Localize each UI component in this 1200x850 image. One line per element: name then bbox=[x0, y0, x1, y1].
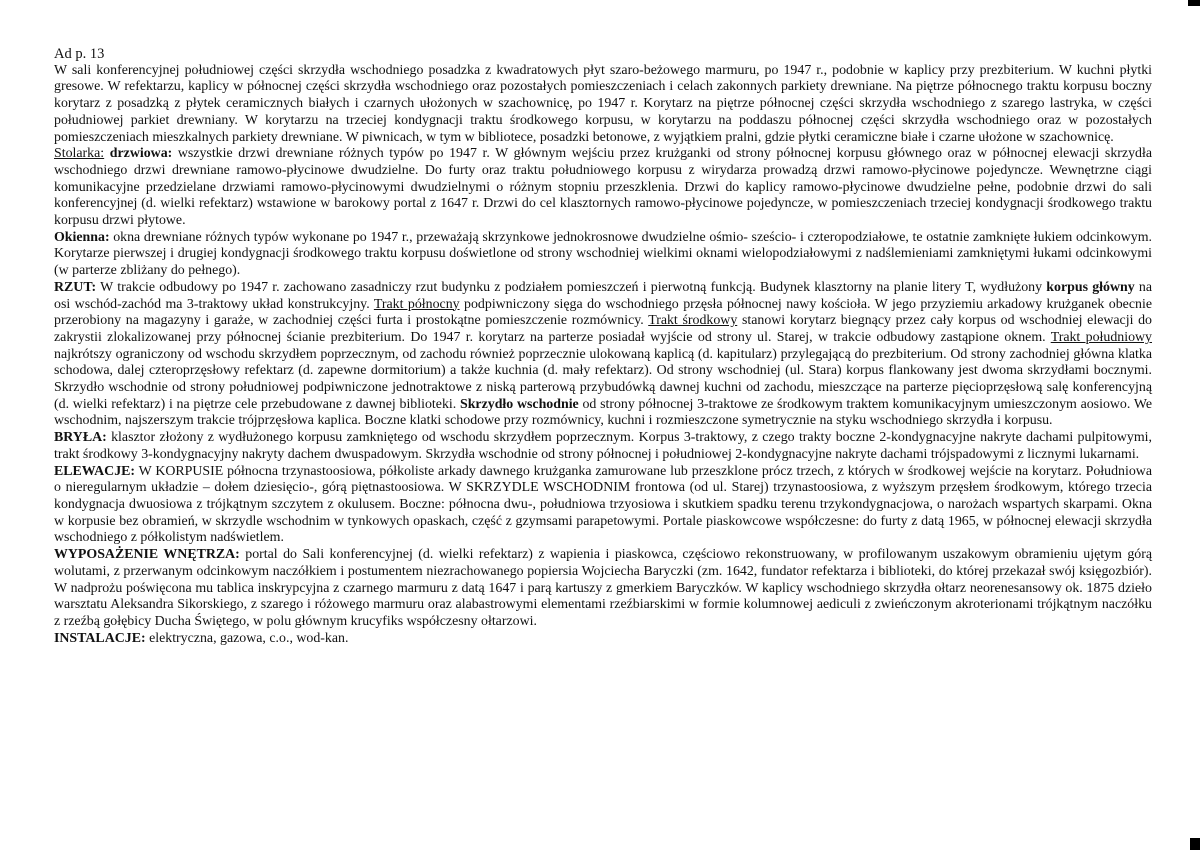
paragraph-text: stanowi korytarz biegnący przez cały korpus od wschodniej elewacji do zakrystii zlokalizowanej przy północnej ścianie prezbiterium. Do 1947 r. korytarz na parterze posiadał wyjście od strony ul. Starej, w trakcie odbudowy zastąpione oknem. bbox=[54, 313, 1153, 345]
underlined-label: Trakt północny bbox=[373, 296, 460, 312]
scan-corner-mark bbox=[1190, 838, 1200, 850]
section-label: RZUT: bbox=[54, 279, 97, 295]
section-label: Skrzydło wschodnie bbox=[459, 396, 579, 412]
paragraph-text: W trakcie odbudowy po 1947 r. zachowano zasadniczy rzut budynku z podziałem pomieszczeń i pierwotną funkcją. Budynek klasztorny na planie litery T, wydłużony bbox=[96, 279, 1047, 295]
paragraph-text: na osi wschód-zachód ma 3-traktowy układ konstrukcyjny. bbox=[54, 279, 1152, 312]
paragraph-okienna bbox=[54, 230, 1152, 280]
paragraph-text: W KORPUSIE północna trzynastoosiowa, półkoliste arkady dawnego krużganka zamurowane lub przeszklone prócz trzech, z których w środkowej wejście na korytarz. Południowa o nieregularnym układzie – dołem dziesięcio-, górą piętnastoosiowa. W SKRZYDLE WSCHODNIM frontowa (od ul. Starej) trzynastoosiowa, z wyższym przęsłem środkowym, którego trzecia kondygnacja dwuosiowa z trójkątnym szczytem z okulusem. Boczne: północna dwu-, południowa trzyosiowa i skutkiem spadku terenu trzykondygnacjowa, o narożach wspartych skarpami. Okna w korpusie bez obramień, w skrzydle wschodnim w tynkowych opaskach, część z gzymsami parapetowymi. Portale piaskowcowe współczesne: do furty z datą 1965, w północnej elewacji skrzydła wschodniego z półkolistym nadświetlem. bbox=[54, 463, 1152, 546]
section-label: WYPOSAŻENIE WNĘTRZA: bbox=[54, 547, 240, 563]
document-body bbox=[54, 46, 1152, 647]
paragraph-text: okna drewniane różnych typów wykonane po 1947 r., przeważają skrzynkowe jednokrosnowe dwudzielne ośmio- sześcio- i czteropodziałowe, te ostatnie zamknięte łukiem odcinkowym. Korytarze pierwszej i drugiej kondygnacji środkowego traktu korpusu doświetlone od strony wschodniej wielkimi oknami wielopodziałowymi z nadślemieniami zamkniętymi łukami odcinkowymi (w parterze zbliżany do pełnego). bbox=[54, 229, 1152, 279]
section-label: korpus główny bbox=[1046, 279, 1135, 295]
paragraph-text: podpiwniczony sięga do wschodniego przęsła północnej nawy kościoła. W jego przyziemiu arkadowy krużganek obecnie przerobiony na magazyny i garaże, w zachodniej części furta i prostokątne pomieszczenie rozmównicy. bbox=[54, 296, 1152, 329]
section-label: drzwiowa: bbox=[109, 146, 173, 162]
paragraph-text: najkrótszy ograniczony od wschodu skrzydłem poprzecznym, od zachodu również poprzecznie ulokowaną kaplicą (d. kapitularz) przylegającą do prezbiterium. Od strony zachodniej główna klatka schodowa, dalej czteroprzęsłowy refektarz (d. zapewne dormitorium) a także kuchnia (d. mały refektarz). Od strony wschodniej (ul. Stara) korpus flankowany jest dwoma skrzydłami bocznymi. Skrzydło wschodnie od strony południowej podpiwniczone jednotraktowe z niską parterową przybudówką dawnej kuchni od zachodu, mieszczące na parterze pięcioprzęsłową salę konferencyjną (d. wielki refektarz) i na piętrze cele przebudowane z dawnej biblioteki. bbox=[54, 346, 1152, 412]
paragraph-text: portal do Sali konferencyjnej (d. wielki refektarz) z wapienia i piaskowca, częściowo rekonstruowany, w profilowanym uszakowym obramieniu ujętym górą wolutami, z przerwanym odcinkowym naczółkiem i postumentem niezrachowanego popiersia Wojciecha Baryczki (zm. 1642, fundator refektarza i biblioteki, do której przekazał swój księgozbiór). W nadprożu poświęcona mu tablica inskrypcyjna z czarnego marmuru z datą 1647 i parą kartuszy z gmerkiem Baryczków. W kaplicy wschodniego skrzydła ołtarz neorenesansowy ok. 1875 dzieło warsztatu Aleksandra Sikorskiego, z szarego i różowego marmuru oraz alabastrowymi elementami rzeźbiarskimi w formie kolumnowej aediculi z zwieńczonym akroterionami trójkątnym naczółku z rzeźbą gołębicy Ducha Świętego, w polu głównym krucyfiks współczesny ołtarzowi. bbox=[54, 547, 1153, 629]
page-heading: Ad p. 13 bbox=[54, 46, 105, 62]
scan-corner-mark bbox=[1188, 0, 1200, 6]
paragraph-floors bbox=[54, 63, 1152, 147]
underlined-label: Stolarka: bbox=[54, 146, 105, 162]
section-label: ELEWACJE: bbox=[54, 463, 136, 479]
paragraph-text: od strony północnej 3-traktowe ze środkowym traktem komunikacyjnym umieszczonym aosiowo. We wschodnim, najszerszym trakcie trójprzęsłowa kaplica. Boczne klatki schodowe przy rozmównicy, kuchni i rozmieszczone symetrycznie na styku wschodniego skrzydła i korpusu. bbox=[54, 396, 1152, 429]
underlined-label: Trakt południowy bbox=[1050, 329, 1152, 345]
section-label: BRYŁA: bbox=[54, 430, 107, 446]
section-label: Okienna: bbox=[54, 229, 110, 245]
section-label: INSTALACJE: bbox=[54, 630, 146, 646]
underlined-label: Trakt środkowy bbox=[648, 313, 738, 329]
paragraph-text: elektryczna, gazowa, c.o., wod-kan. bbox=[145, 630, 349, 646]
paragraph-text: klasztor złożony z wydłużonego korpusu zamkniętego od wschodu skrzydłem poprzecznym. Korpus 3-traktowy, z czego trakty boczne 2-kondygnacyjne nakryte dachami pulpitowymi, trakt środkowy 3-kondygnacyjny nakryty dachem dwuspadowym. Skrzydła wschodnie od strony północnej i południowej 2-kondygnacyjne nakryte dachami trójspadowymi z licznymi lukarnami. bbox=[54, 430, 1152, 462]
paragraph-list bbox=[54, 63, 1152, 648]
paragraph-bryla bbox=[54, 430, 1152, 463]
paragraph-text: wszystkie drzwi drewniane różnych typów po 1947 r. W głównym wejściu przez krużganki od strony północnej korpusu głównego oraz w północnej elewacji skrzydła wschodniego drzwi drewniane ramowo-płycinowe dwudzielne. Do furty oraz traktu południowego korpusu z wirydarza prowadzą drzwi ramowo-płycinowe pojedyncze. Wewnętrzne ciągi komunikacyjne przedzielane drzwiami ramowo-płycinowymi dwudzielnymi o różnym stopniu przeszklenia. Drzwi do kaplicy ramowo-płycinowe dwudzielne pełne, podobnie drzwi do sali konferencyjnej (d. wielki refektarz) wstawione w barokowy portal z 1647 r. Drzwi do cel klasztornych ramowo-płycinowe pojedyncze, w pomieszczeniach trzeciej kondygnacji środkowego traktu korpusu drzwi płytowe. bbox=[54, 146, 1152, 229]
paragraph-instalacje bbox=[54, 631, 1152, 648]
paragraph-elewacje bbox=[54, 464, 1152, 548]
paragraph-text: W sali konferencyjnej południowej części skrzydła wschodniego posadzka z kwadratowych płyt szaro-beżowego marmuru, po 1947 r., podobnie w kaplicy przy prezbiterium. W kuchni płytki gresowe. W refektarzu, kaplicy w północnej części skrzydła wschodniego oraz pozostałych pomieszczeniach i celach zakonnych parkiety drewniane. Na piętrze północnego traktu korpusu boczny korytarz z posadzką z płytek ceramicznych białych i czarnych ułożonych w szachownicę, po 1947 r. Korytarz na piętrze północnej części skrzydła wschodniego z szarego lastryka, w części południowej parkiet drewniany. W korytarzu na trzeciej kondygnacji traktu środkowego korpusu, w korytarzu na poddaszu północnej części skrzydła wschodniego oraz w pozostałych pomieszczeniach mieszkalnych parkiety drewniane. W piwnicach, w tym w bibliotece, posadzki betonowe, z wyjątkiem pralni, gdzie płytki ceramiczne białe i czarne ułożone w szachownicę. bbox=[54, 62, 1152, 145]
paragraph-rzut bbox=[54, 280, 1152, 430]
paragraph-wyposazenie bbox=[54, 547, 1152, 631]
paragraph-stolarka bbox=[54, 146, 1152, 230]
